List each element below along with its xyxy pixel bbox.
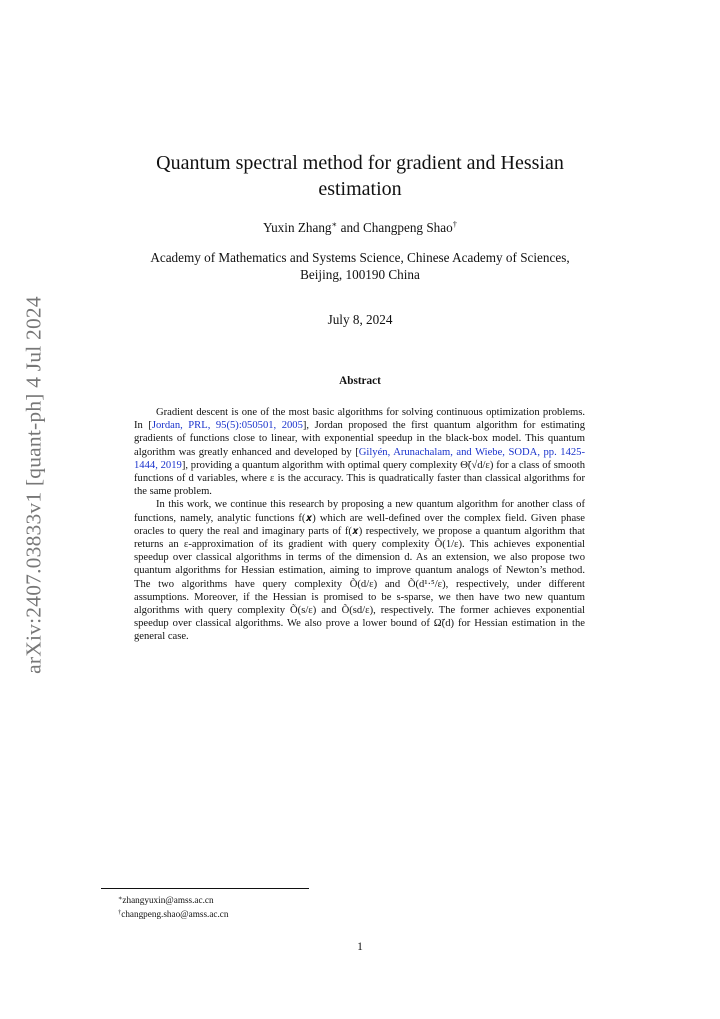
abstract-paragraph-1 bbox=[134, 406, 585, 498]
author-2-footnote-mark: † bbox=[452, 219, 457, 229]
footnote-2 bbox=[118, 907, 228, 921]
footnote-rule bbox=[101, 888, 309, 889]
abstract-paragraph-2: In this work, we continue this research by proposing a new quantum algorithm for another class of functions, namely, analytic functions f(𝒙) which are well-defined over the complex field. Given phase oracles to query the real and imaginary parts of f(𝒙) respectively, we propose a quantum algorithm that returns an ε-approximation of its gradient with query complexity Õ(1/ε). This achieves exponential speedup over classical algorithms in terms of the dimension d. As an extension, we also propose two quantum algorithms for Hessian estimation, aiming to improve quantum analogs of Newton’s method. The two algorithms have query complexity Õ(d/ε) and Õ(d¹·⁵/ε), respectively, under different assumptions. Moreover, if the Hessian is promised to be s-sparse, we then have two new quantum algorithms with query complexity Õ(s/ε) and Õ(sd/ε), respectively. The former achieves exponential speedup over classical algorithms. We also prove a lower bound of Ω̃(d) for Hessian estimation in the general case. bbox=[134, 499, 585, 643]
paper-title bbox=[0, 150, 720, 202]
footnote-2-mark: † bbox=[118, 908, 122, 916]
author-conjunction: and bbox=[337, 220, 363, 235]
paper-title-line-2: estimation bbox=[318, 178, 402, 200]
citation-gilyen-link[interactable]: Gilyén, Arunachalam, and Wiebe, SODA, pp. 1425-1444, 2019 bbox=[134, 446, 585, 471]
footnote-1 bbox=[118, 893, 228, 907]
abstract-heading: Abstract bbox=[339, 375, 381, 387]
footnotes bbox=[118, 893, 228, 920]
paper-title-line-1: Quantum spectral method for gradient and Hessian bbox=[156, 152, 564, 174]
page-number: 1 bbox=[357, 941, 363, 953]
abstract-p1-text-1: Gradient descent is one of the most basic algorithms for solving continuous optimization problems. In [ bbox=[134, 407, 585, 432]
arxiv-stamp-text: arXiv:2407.03833v1 [quant-ph] 4 Jul 2024 bbox=[21, 296, 46, 674]
abstract-body bbox=[134, 406, 585, 644]
footnote-1-email: zhangyuxin@amss.ac.cn bbox=[122, 895, 214, 905]
publication-date: July 8, 2024 bbox=[327, 312, 393, 327]
abstract-p1-text-3: ], providing a quantum algorithm with optimal query complexity Θ̃(√d/ε) for a class of smooth functions of d variables, where ε is the accuracy. This is quadratically faster than classical algorithms for the same problem. bbox=[134, 459, 585, 498]
abstract-p1-text-2: ], Jordan proposed the first quantum algorithm for estimating gradients of functions close to linear, with exponential speedup in the black-box model. This quantum algorithm was greatly enhanced and developed by [ bbox=[134, 420, 585, 458]
footnote-2-email: changpeng.shao@amss.ac.cn bbox=[121, 908, 229, 919]
citation-jordan-link[interactable]: Jordan, PRL, 95(5):050501, 2005 bbox=[151, 420, 303, 432]
author-2: Changpeng Shao bbox=[362, 220, 453, 235]
affiliation bbox=[0, 249, 720, 283]
author-1: Yuxin Zhang bbox=[263, 220, 332, 235]
footnote-1-mark: ∗ bbox=[118, 895, 123, 902]
author-1-footnote-mark: ∗ bbox=[331, 219, 338, 229]
affiliation-line-1: Academy of Mathematics and Systems Science, Chinese Academy of Sciences, bbox=[150, 250, 570, 265]
affiliation-line-2: Beijing, 100190 China bbox=[300, 267, 420, 282]
authors bbox=[0, 219, 720, 236]
